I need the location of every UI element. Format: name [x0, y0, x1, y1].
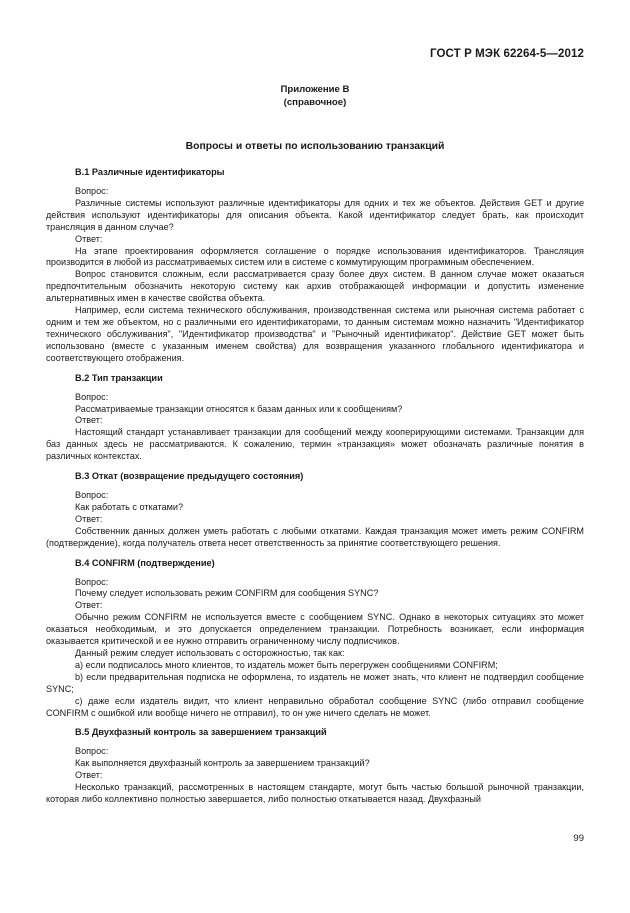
paragraph: Различные системы используют различные идентификаторы для одних и тех же объектов. Действия GET и другие действия используют идентификаторы для описания объекта. Какой идентификатор следует брать, как происходит трансляция в данном случае?: [46, 197, 584, 232]
main-title: Вопросы и ответы по использованию транзакций: [185, 141, 445, 152]
paragraph: Как выполняется двухфазный контроль за завершением транзакций?: [75, 758, 370, 769]
section-heading: В.3 Откат (возвращение предыдущего состояния): [75, 471, 304, 482]
paragraph: Обычно режим CONFIRM не используется вместе с сообщением SYNC. Однако в некоторых ситуациях это может оказаться необходимым, и это допускается определением транзакции. Потребность возникает, если информация оказывается критической и ее нужно отправить ограниченному числу подписчиков.: [46, 612, 584, 647]
section-heading: В.4 CONFIRM (подтверждение): [75, 557, 215, 568]
paragraph: Рассматриваемые транзакции относятся к базам данных или к сообщениям?: [75, 403, 403, 414]
paragraph: Вопрос:: [75, 391, 109, 402]
paragraph: Ответ:: [75, 513, 103, 524]
page-number: 99: [573, 833, 584, 844]
standard-code: ГОСТ Р МЭК 62264-5—2012: [430, 48, 584, 60]
paragraph: Почему следует использовать режим CONFIRM для сообщения SYNC?: [75, 588, 379, 599]
paragraph: Ответ:: [75, 600, 103, 611]
paragraph: Несколько транзакций, рассмотренных в настоящем стандарте, могут быть частью большой рыночной транзакции, которая либо коллективно полностью завершается, либо полностью откатывается назад. Двухфазный: [46, 782, 584, 805]
appendix-heading: [0, 84, 630, 109]
appendix-subtitle: (справочное): [283, 96, 347, 108]
paragraph: Собственник данных должен уметь работать с любыми откатами. Каждая транзакция может иметь режим CONFIRM (подтверждение), когда получатель ответа несет ответственность за принятие соответствующего решения.: [46, 525, 584, 548]
list-item: b) если предварительная подписка не оформлена, то издатель не может знать, что клиент не подтвердил сообщение SYNC;: [46, 671, 584, 694]
paragraph: Вопрос:: [75, 490, 109, 501]
appendix-title: Приложение В: [280, 84, 350, 95]
paragraph: На этапе проектирования оформляется соглашение о порядке использования идентификаторов. Трансляция производится в любой из рассматриваемых систем или в системе с коммутирующим программным обеспечением.: [46, 245, 584, 268]
list-item: a) если подписалось много клиентов, то издатель может быть перегружен сообщениями CONFIRM;: [75, 659, 498, 670]
paragraph: Вопрос:: [75, 746, 109, 757]
section-heading: В.1 Различные идентификаторы: [75, 167, 225, 177]
paragraph: Например, если система технического обслуживания, производственная система или рыночная система работает с одним и тем же объектом, но с различными его идентификаторами, то данным системам можно назначить "Идентификатор технического обслуживания", "Идентификатор производства" и "Рыночный идентификатор". Действие GET может быть использовано (вместе с указанным именем свойства) для возвращения указанного глобального идентификатора и соответствующего отображения.: [46, 305, 584, 363]
content-body: [46, 163, 584, 806]
paragraph: Вопрос:: [75, 576, 109, 587]
paragraph: Настоящий стандарт устанавливает транзакции для сообщений между кооперирующими системами. Транзакции для баз данных здесь не рассматриваются. К сожалению, термин «транзакция» может обозначать различные понятия в различных контекстах.: [46, 427, 584, 462]
section-heading: В.2 Тип транзакции: [75, 372, 163, 383]
section-heading: В.5 Двухфазный контроль за завершением транзакций: [75, 727, 327, 738]
list-item: c) даже если издатель видит, что клиент неправильно обработал сообщение SYNC (либо отправил сообщение CONFIRM с ошибкой или вообще ничего не отправил), то он уже ничего сделать не может.: [46, 695, 584, 718]
paragraph: Вопрос:: [75, 186, 109, 196]
paragraph: Ответ:: [75, 415, 103, 426]
paragraph: Как работать с откатами?: [75, 501, 184, 512]
paragraph: Вопрос становится сложным, если рассматривается сразу более двух систем. В данном случае может оказаться предпочтительным обозначить некоторую систему как архив отображающей информации и допустить изменение альтернативных имен в качестве свойства объекта.: [46, 269, 584, 304]
paragraph: Ответ:: [75, 233, 103, 244]
paragraph: Данный режим следует использовать с осторожностью, так как:: [75, 648, 345, 658]
paragraph: Ответ:: [75, 770, 103, 781]
